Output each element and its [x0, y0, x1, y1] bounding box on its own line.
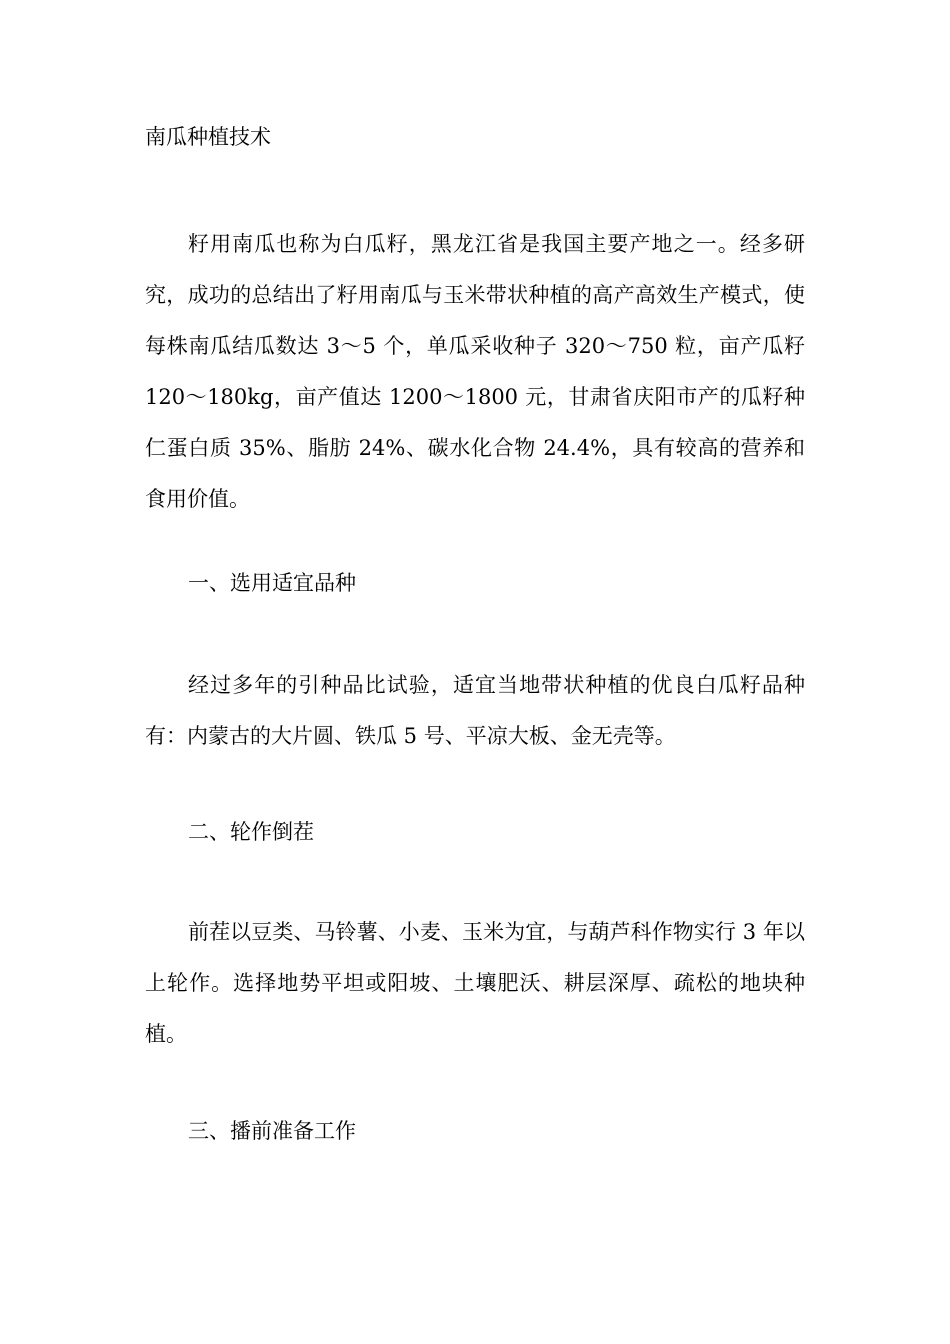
section-paragraph-1: 经过多年的引种品比试验，适宜当地带状种植的优良白瓜籽品种有：内蒙古的大片圆、铁瓜 5 号、平凉大板、金无壳等。: [145, 673, 805, 748]
document-title: 南瓜种植技术: [145, 125, 271, 149]
section-heading-2: 二、轮作倒茬: [188, 820, 314, 844]
intro-paragraph: 籽用南瓜也称为白瓜籽，黑龙江省是我国主要产地之一。经多研究，成功的总结出了籽用南瓜与玉米带状种植的高产高效生产模式，使每株南瓜结瓜数达 3～5 个，单瓜采收种子 320～750 粒，亩产瓜籽120～180kg，亩产值达 1200～1800 元，甘肃省庆阳市产的瓜籽种仁蛋白质 35%、脂肪 24%、碳水化合物 24.4%，具有较高的营养和食用价值。: [145, 232, 805, 511]
section-paragraph-2: 前茬以豆类、马铃薯、小麦、玉米为宜，与葫芦科作物实行 3 年以上轮作。选择地势平坦或阳坡、土壤肥沃、耕层深厚、疏松的地块种植。: [145, 920, 805, 1046]
section-heading-3: 三、播前准备工作: [188, 1119, 356, 1143]
section-heading-1: 一、选用适宜品种: [188, 571, 356, 595]
